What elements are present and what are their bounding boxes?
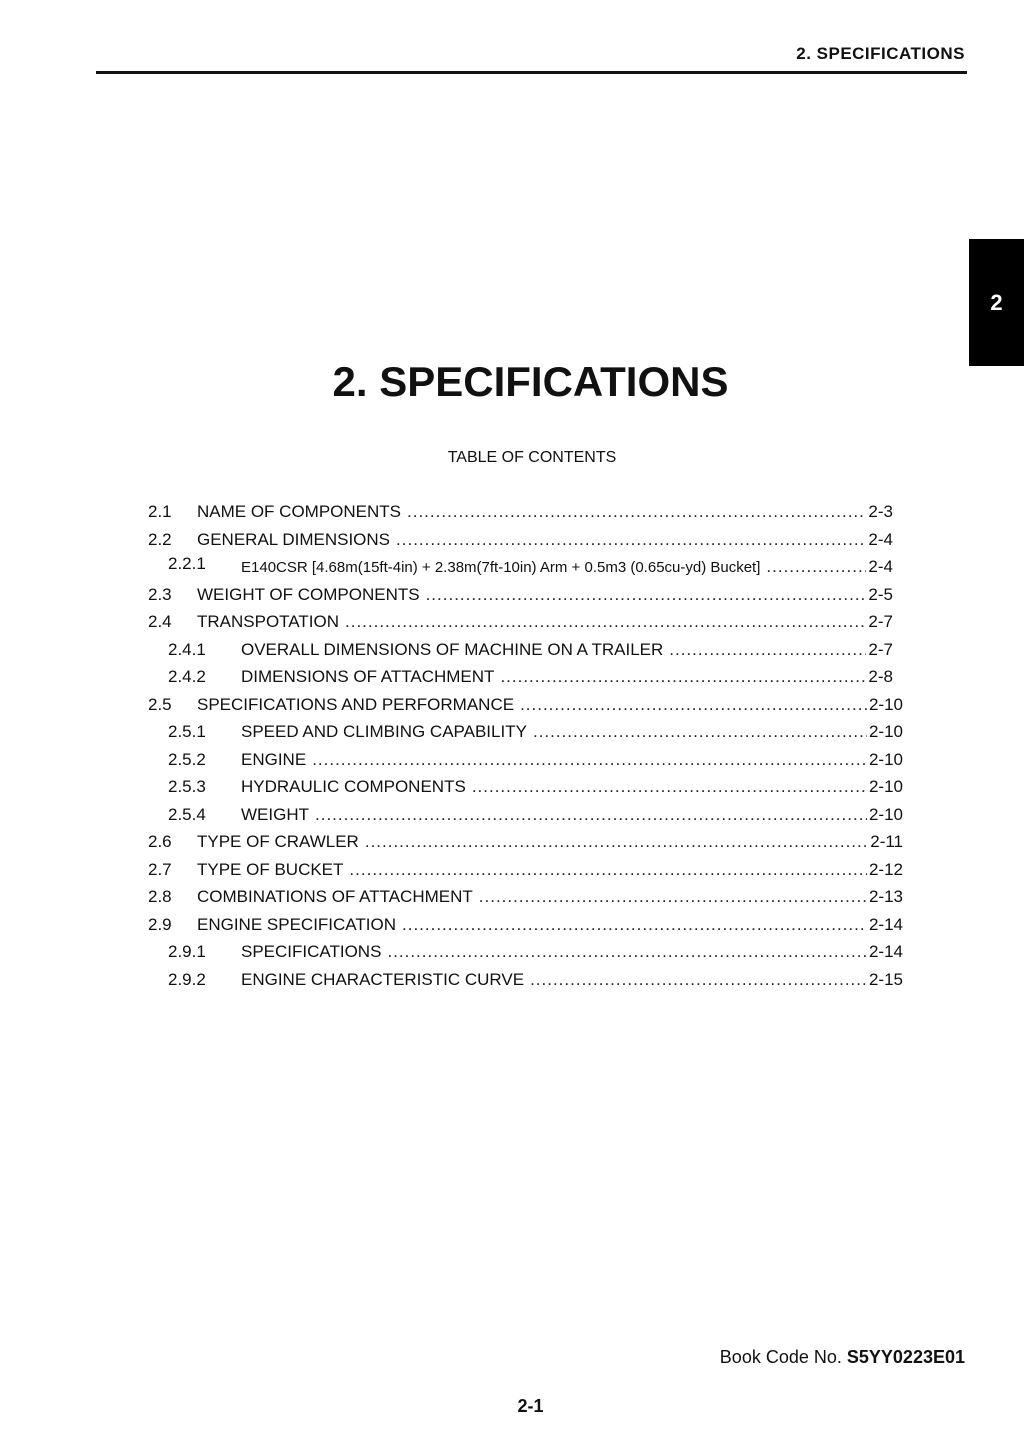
- toc-leader-dots: [479, 885, 867, 909]
- toc-entry-label: NAME OF COMPONENTS: [197, 502, 402, 521]
- toc-entry-page: 2-7: [868, 612, 893, 631]
- toc-leader-dots: [766, 555, 866, 579]
- toc-entry-label: SPECIFICATIONS AND PERFORMANCE: [197, 695, 515, 714]
- toc-entry-content: [197, 610, 893, 634]
- toc-entry-page: 2-10: [868, 777, 903, 796]
- toc-entry-content: [241, 665, 893, 689]
- toc-entry-page: 2-11: [870, 832, 903, 851]
- toc-entry-number: 2.9.2: [168, 970, 206, 989]
- toc-entry-content: [241, 555, 893, 580]
- chapter-tab-number: 2: [990, 289, 1003, 315]
- toc-entry-label: TYPE OF BUCKET: [197, 860, 344, 879]
- toc-entry-page: 2-14: [868, 915, 903, 934]
- toc-entry-label: GENERAL DIMENSIONS: [197, 530, 391, 549]
- page-header-title: 2. SPECIFICATIONS: [796, 44, 965, 63]
- toc-entry-page: 2-10: [868, 805, 903, 824]
- toc-leader-dots: [396, 528, 866, 552]
- toc-entry-label: WEIGHT OF COMPONENTS: [197, 585, 420, 604]
- toc-entry-content: [197, 583, 893, 607]
- toc-entry-label: COMBINATIONS OF ATTACHMENT: [197, 887, 473, 906]
- toc-entry-page: 2-4: [868, 530, 893, 549]
- toc-entry-number: 2.4.1: [168, 640, 206, 659]
- toc-entry-content: [241, 803, 903, 827]
- toc-entry-page: 2-10: [868, 750, 903, 769]
- toc-leader-dots: [407, 500, 866, 524]
- chapter-title: 2. SPECIFICATIONS: [332, 358, 729, 405]
- toc-entry-label: SPEED AND CLIMBING CAPABILITY: [241, 722, 527, 741]
- toc-entry-page: 2-3: [868, 502, 893, 521]
- toc-leader-dots: [530, 968, 867, 992]
- toc-entry-number: 2.4.2: [168, 667, 206, 686]
- toc-leader-dots: [472, 775, 867, 799]
- toc-leader-dots: [533, 720, 867, 744]
- toc-entry-page: 2-4: [868, 557, 893, 576]
- toc-entry-number: 2.5.3: [168, 777, 206, 796]
- toc-entry-number: 2.1: [148, 502, 172, 521]
- toc-leader-dots: [500, 665, 866, 689]
- toc-entry-label: OVERALL DIMENSIONS OF MACHINE ON A TRAILER: [241, 640, 664, 659]
- toc-leader-dots: [345, 610, 866, 634]
- toc-entry-number: 2.5: [148, 695, 172, 714]
- toc-entry-page: 2-8: [868, 667, 893, 686]
- toc-entry-number: 2.9: [148, 915, 172, 934]
- toc-entry-content: [197, 693, 903, 717]
- toc-entry-content: [197, 885, 903, 909]
- toc-entry-label: TYPE OF CRAWLER: [197, 832, 359, 851]
- toc-leader-dots: [315, 803, 867, 827]
- toc-leader-dots: [402, 913, 867, 937]
- toc-entry-number: 2.3: [148, 585, 172, 604]
- toc-entry-label: ENGINE: [241, 750, 307, 769]
- toc-entry-content: [241, 968, 903, 992]
- toc-entry-label: SPECIFICATIONS: [241, 942, 382, 961]
- toc-entry-content: [197, 858, 903, 882]
- toc-entry-label: WEIGHT: [241, 805, 309, 824]
- toc-entry-number: 2.7: [148, 860, 172, 879]
- header-divider: [96, 71, 967, 74]
- toc-entry-number: 2.9.1: [168, 942, 206, 961]
- toc-entry-content: [197, 830, 903, 854]
- chapter-tab: [969, 239, 1024, 366]
- toc-entry-label: HYDRAULIC COMPONENTS: [241, 777, 466, 796]
- toc-entry-page: 2-5: [868, 585, 893, 604]
- toc-entry-content: [197, 913, 903, 937]
- toc-leader-dots: [312, 748, 867, 772]
- toc-entry-page: 2-14: [868, 942, 903, 961]
- toc-entry-page: 2-7: [868, 640, 893, 659]
- toc-entry-content: [241, 720, 903, 744]
- toc-entry-page: 2-10: [868, 695, 903, 714]
- toc-leader-dots: [520, 693, 867, 717]
- toc-entry-label: ENGINE SPECIFICATION: [197, 915, 396, 934]
- toc-entry-content: [241, 775, 903, 799]
- toc-entry-number: 2.4: [148, 612, 172, 631]
- toc-entry-content: [241, 638, 893, 662]
- toc-entry-content: [241, 940, 903, 964]
- page-number: 2-1: [517, 1396, 544, 1416]
- toc-entry-label: ENGINE CHARACTERISTIC CURVE: [241, 970, 525, 989]
- toc-entry-page: 2-12: [868, 860, 903, 879]
- toc-leader-dots: [365, 830, 868, 854]
- book-code-label: Book Code No.: [719, 1347, 842, 1367]
- toc-entry-label: TRANSPOTATION: [197, 612, 339, 631]
- toc-entry-number: 2.6: [148, 832, 172, 851]
- book-code-value: S5YY0223E01: [846, 1347, 965, 1367]
- toc-entry-number: 2.5.1: [168, 722, 206, 741]
- toc-heading: TABLE OF CONTENTS: [447, 449, 617, 466]
- toc-entry-content: [197, 528, 893, 552]
- book-code: [720, 1347, 965, 1368]
- toc-entry-number: 2.2.1: [168, 554, 206, 573]
- toc-entry-page: 2-10: [868, 722, 903, 741]
- toc-entry-page: 2-15: [868, 970, 903, 989]
- toc-entry-number: 2.2: [148, 530, 172, 549]
- toc-entry-label: E140CSR [4.68m(15ft-4in) + 2.38m(7ft-10in) Arm + 0.5m3 (0.65cu-yd) Bucket]: [241, 559, 761, 576]
- toc-leader-dots: [669, 638, 866, 662]
- toc-entry-number: 2.8: [148, 887, 172, 906]
- toc-entry-content: [197, 500, 893, 524]
- toc-entry-label: DIMENSIONS OF ATTACHMENT: [241, 667, 495, 686]
- toc-entry-number: 2.5.2: [168, 750, 206, 769]
- toc-leader-dots: [387, 940, 867, 964]
- toc-leader-dots: [426, 583, 867, 607]
- toc-entry-number: 2.5.4: [168, 805, 206, 824]
- toc-leader-dots: [349, 858, 867, 882]
- toc-entry-content: [241, 748, 903, 772]
- toc-entry-page: 2-13: [868, 887, 903, 906]
